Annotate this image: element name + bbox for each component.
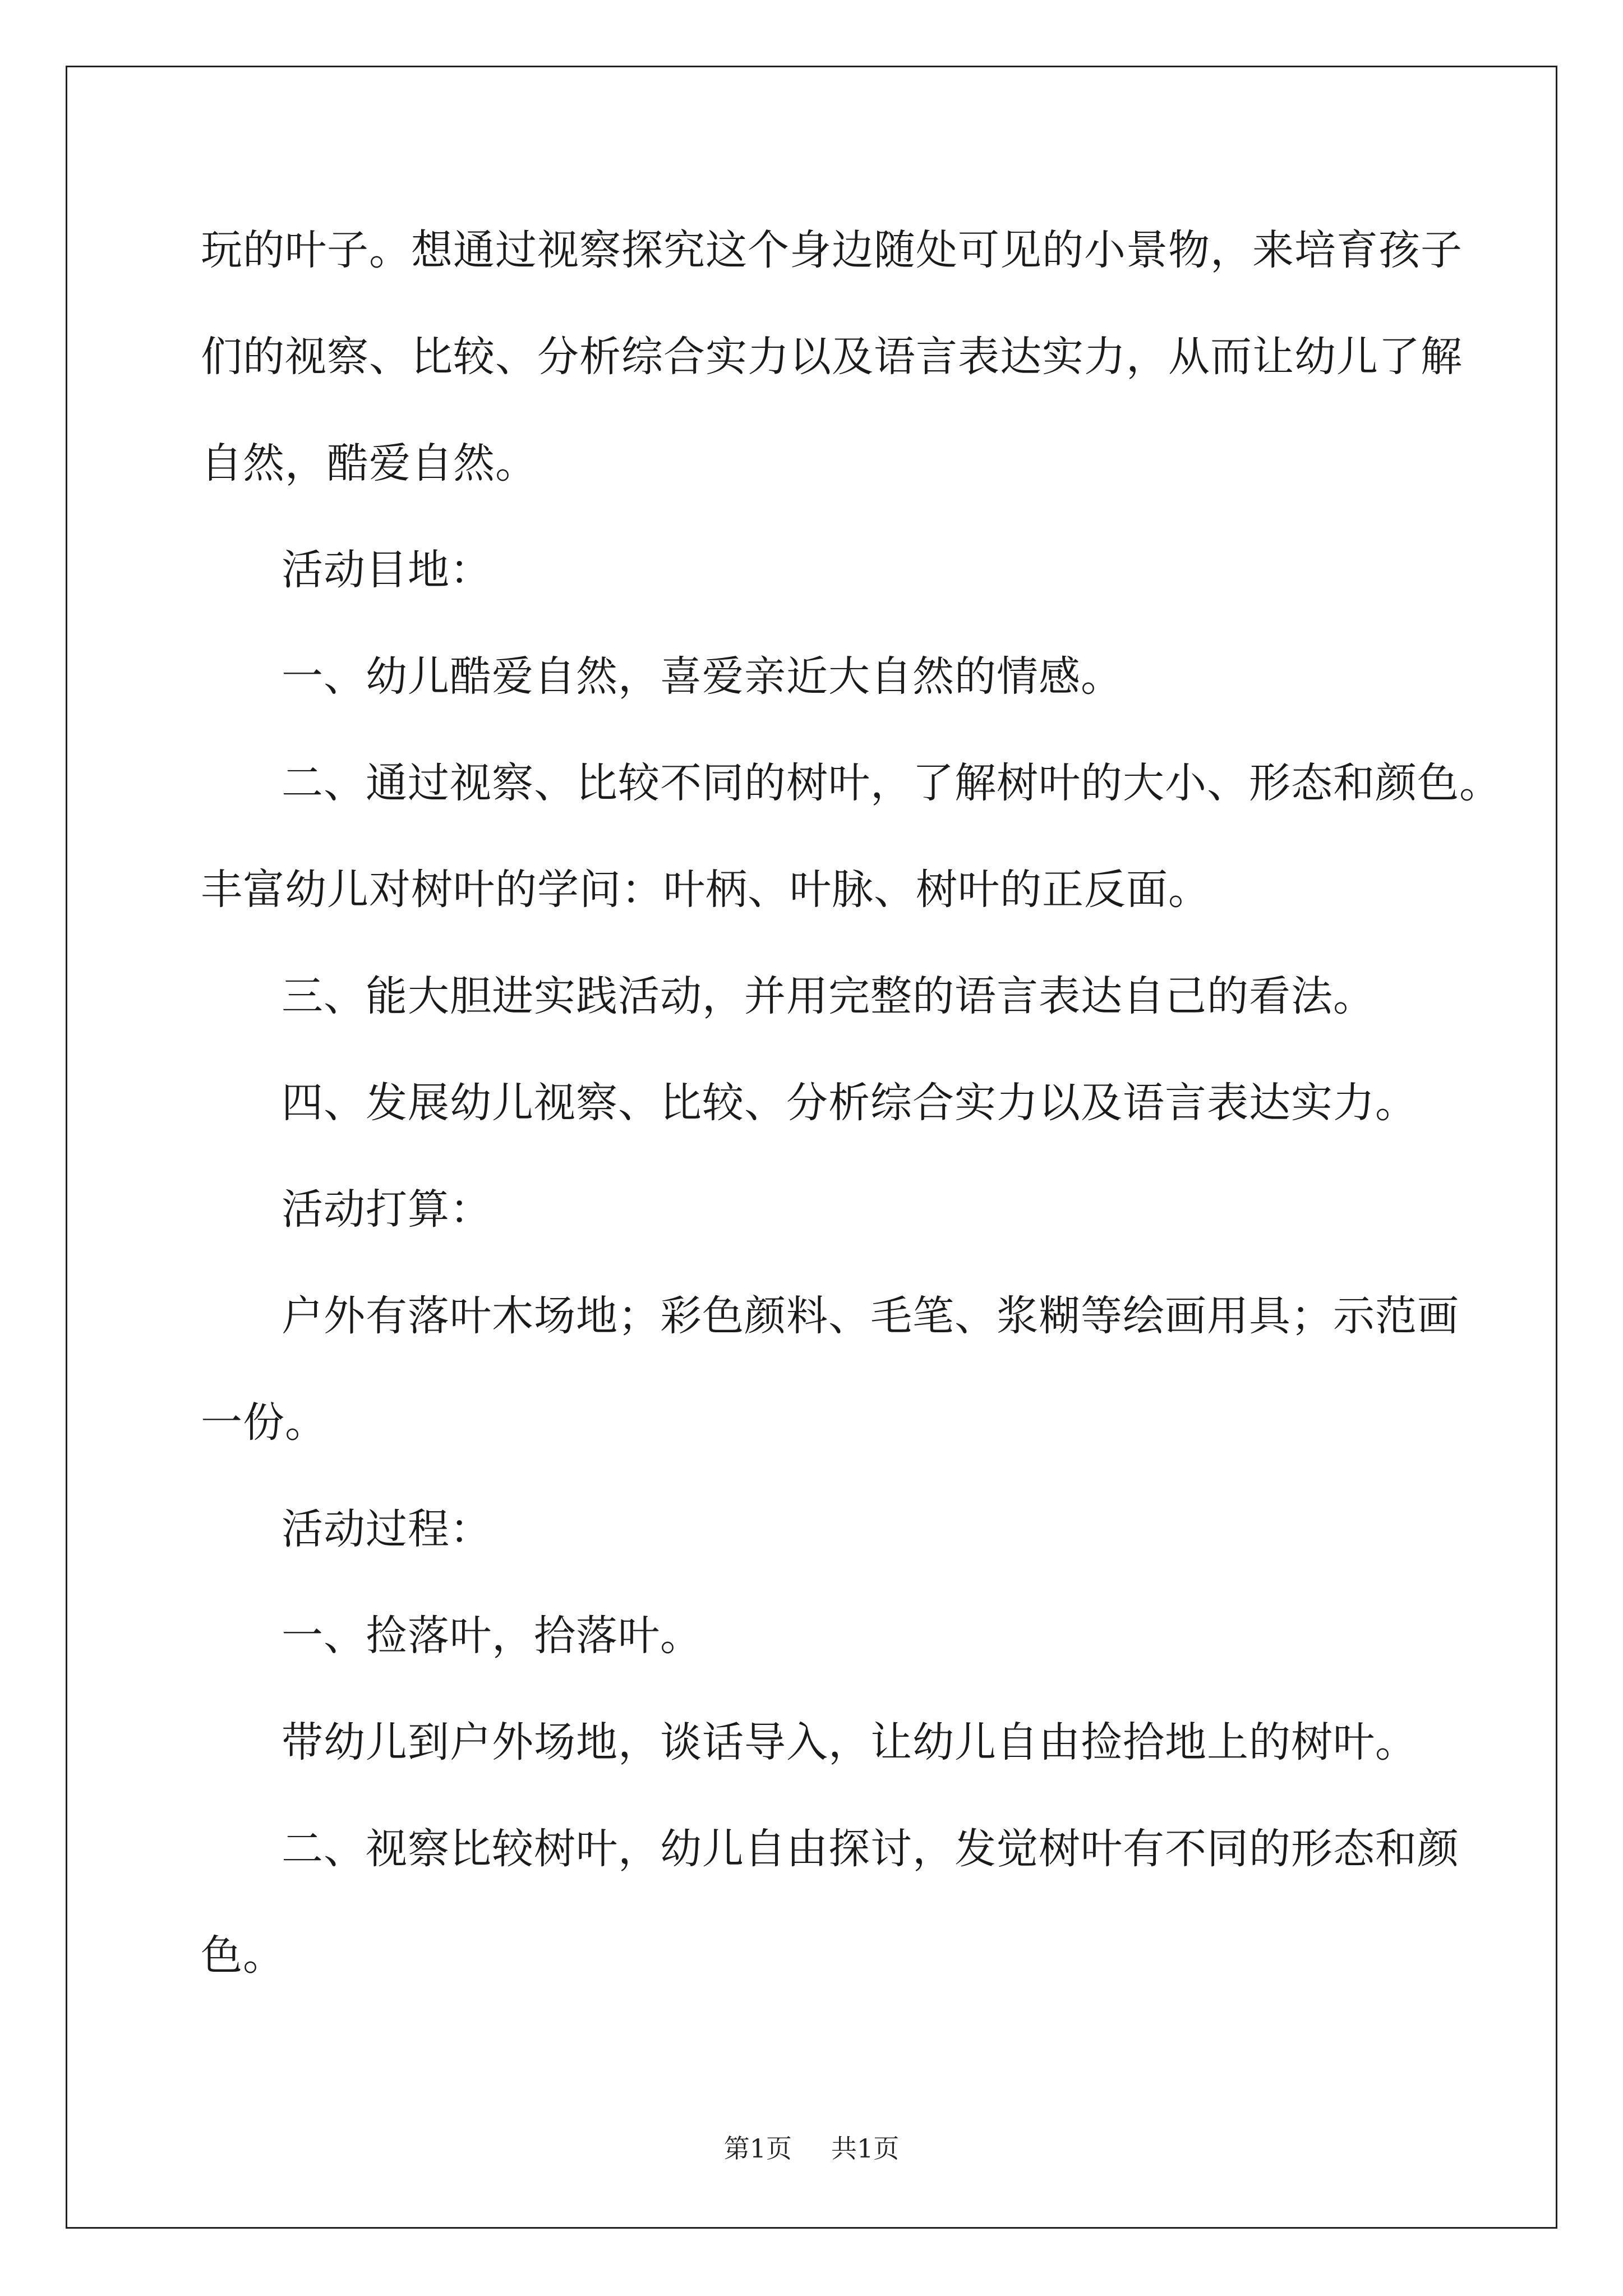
- paragraph-line: 自然，酷爱自然。: [201, 439, 537, 487]
- paragraph-line: 丰富幼儿对树叶的学问：叶柄、叶脉、树叶的正反面。: [201, 866, 1210, 914]
- paragraph-line: 玩的叶子。想通过视察探究这个身边随处可见的小景物，来培育孩子: [201, 226, 1463, 274]
- paragraph-line: 一、捡落叶，拾落叶。: [282, 1612, 702, 1660]
- paragraph-line: 户外有落叶木场地；彩色颜料、毛笔、浆糊等绘画用具；示范画: [282, 1292, 1459, 1340]
- section-heading: 活动打算：: [282, 1185, 492, 1234]
- section-heading: 活动过程：: [282, 1505, 492, 1553]
- paragraph-line: 带幼儿到户外场地，谈话导入，让幼儿自由捡拾地上的树叶。: [282, 1718, 1417, 1766]
- section-heading: 活动目地：: [282, 546, 492, 594]
- paragraph-line: 二、通过视察、比较不同的树叶，了解树叶的大小、形态和颜色。: [282, 759, 1501, 807]
- page-border: [66, 66, 1557, 2229]
- page-total: 共1页: [831, 2133, 900, 2164]
- page-footer: [0, 2132, 1623, 2165]
- paragraph-line: 一、幼儿酷爱自然，喜爱亲近大自然的情感。: [282, 652, 1123, 701]
- paragraph-line: 们的视察、比较、分析综合实力以及语言表达实力，从而让幼儿了解: [201, 333, 1463, 381]
- paragraph-line: 一份。: [201, 1398, 327, 1447]
- paragraph-line: 二、视察比较树叶，幼儿自由探讨，发觉树叶有不同的形态和颜: [282, 1825, 1459, 1873]
- paragraph-line: 三、能大胆进实践活动，并用完整的语言表达自己的看法。: [282, 972, 1375, 1020]
- paragraph-line: 色。: [201, 1931, 285, 1980]
- paragraph-line: 四、发展幼儿视察、比较、分析综合实力以及语言表达实力。: [282, 1079, 1417, 1127]
- page-number: 第1页: [723, 2133, 792, 2164]
